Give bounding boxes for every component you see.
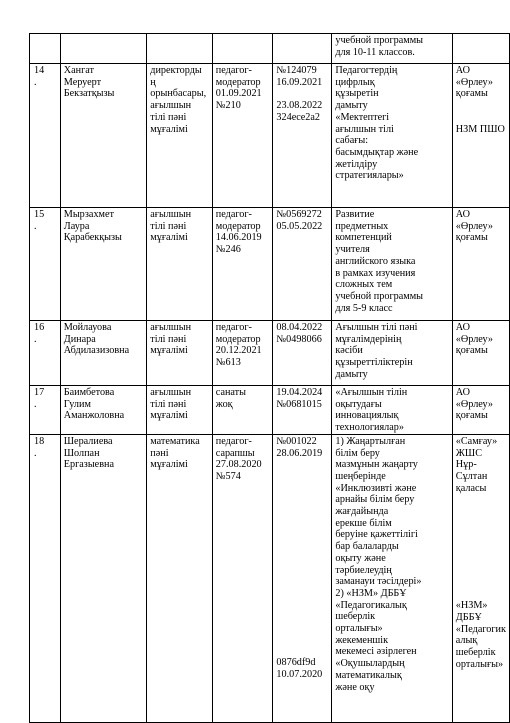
cell-category bbox=[212, 321, 273, 386]
course-line: «Инклюзивті және bbox=[335, 482, 417, 494]
category-line: 27.08.2020 bbox=[215, 459, 262, 471]
organization-line: Нұр- bbox=[455, 459, 477, 471]
organization-line: АО bbox=[455, 209, 471, 220]
cell-course bbox=[332, 34, 452, 64]
cell-num bbox=[30, 208, 61, 321]
course-line: дамыту bbox=[335, 368, 368, 380]
cell-name bbox=[60, 386, 147, 435]
position-line: ағылшын bbox=[150, 100, 192, 112]
certificate-line bbox=[276, 88, 328, 100]
cell-certificate bbox=[273, 64, 332, 208]
cell-certificate bbox=[273, 208, 332, 321]
course-line: цифрлық bbox=[335, 76, 375, 88]
cell-name bbox=[60, 321, 147, 386]
cell-position bbox=[147, 434, 213, 722]
category-line: педагог- bbox=[215, 209, 252, 220]
table-row bbox=[30, 321, 510, 386]
name-line: Мойлауова bbox=[63, 322, 112, 333]
cell-num bbox=[30, 386, 61, 435]
cell-num bbox=[30, 434, 61, 722]
organization-line: «Өрлеу» bbox=[455, 220, 493, 232]
name-line: Хангат bbox=[63, 65, 95, 76]
name-line: Аманжоловна bbox=[63, 410, 125, 422]
course-line: мұғалімдерінің bbox=[335, 333, 402, 345]
category-line: №246 bbox=[215, 244, 241, 256]
course-line: орталығы» bbox=[335, 623, 383, 635]
organization-line: НЗМ ПШО bbox=[455, 123, 505, 135]
organization-line: қаласы bbox=[455, 482, 487, 494]
course-line: басымдықтар және bbox=[335, 146, 419, 158]
certificate-line: 08.04.2022 bbox=[276, 322, 323, 333]
course-line: стратегиялары» bbox=[335, 170, 404, 182]
cell-name bbox=[60, 434, 147, 722]
name-line: Гулим bbox=[63, 398, 91, 410]
cell-position bbox=[147, 34, 213, 64]
cell-course bbox=[332, 434, 452, 722]
course-line: шеңберінде bbox=[335, 470, 386, 482]
course-line: ерекше білім bbox=[335, 517, 392, 529]
table-row bbox=[30, 386, 510, 435]
organization-line: қоғамы bbox=[455, 88, 488, 100]
cell-organization bbox=[452, 208, 509, 321]
position-line: мұғалімі bbox=[150, 345, 188, 357]
position-line: тілі пәні bbox=[150, 398, 187, 410]
category-line: педагог- bbox=[215, 435, 252, 447]
course-line: білім беру bbox=[335, 447, 380, 459]
position-line: ағылшын bbox=[150, 387, 192, 398]
cell-organization bbox=[452, 64, 509, 208]
cell-position bbox=[147, 64, 213, 208]
table-row bbox=[30, 208, 510, 321]
course-line: учителя bbox=[335, 244, 370, 256]
course-line: оқытудағы bbox=[335, 398, 382, 410]
course-line: Педагогтердің bbox=[335, 65, 398, 76]
category-line: сарапшы bbox=[215, 447, 255, 459]
name-line: Бекзатқызы bbox=[63, 88, 115, 100]
name-line: Динара bbox=[63, 333, 96, 345]
position-line: мұғалімі bbox=[150, 459, 188, 471]
category-line: модератор bbox=[215, 220, 261, 232]
cell-position bbox=[147, 386, 213, 435]
row-number: 15 . bbox=[34, 209, 45, 232]
position-line: ағылшын bbox=[150, 322, 192, 333]
cell-category bbox=[212, 386, 273, 435]
row-number: 18 . bbox=[34, 435, 45, 459]
course-line: для 10-11 классов. bbox=[335, 46, 415, 58]
course-line: Развитие bbox=[335, 209, 375, 220]
course-line: кәсіби bbox=[335, 345, 363, 357]
course-line: учебной программы bbox=[335, 35, 423, 46]
cell-organization bbox=[452, 434, 509, 722]
cell-num bbox=[30, 34, 61, 64]
course-line: құзыретін bbox=[335, 88, 379, 100]
course-line: учебной программы bbox=[335, 290, 423, 302]
organization-line: АО bbox=[455, 322, 471, 333]
category-line: №210 bbox=[215, 100, 241, 112]
row-number: 16 . bbox=[34, 322, 45, 345]
name-line: Абдилазизовна bbox=[63, 345, 130, 357]
certificate-line: №0681015 bbox=[276, 398, 322, 410]
name-line: Лаура bbox=[63, 220, 90, 232]
course-line: мазмұнын жаңарту bbox=[335, 459, 418, 471]
category-line: модератор bbox=[215, 333, 261, 345]
position-line: тілі пәні bbox=[150, 220, 187, 232]
course-line: компетенций bbox=[335, 232, 392, 244]
organization-line: «НЗМ» bbox=[455, 600, 488, 612]
organization-line: «Самғау» bbox=[455, 435, 498, 447]
position-line: ң bbox=[150, 76, 156, 88]
table-row bbox=[30, 434, 510, 722]
course-line: в рамках изучения bbox=[335, 267, 416, 279]
course-line: оқыту және bbox=[335, 552, 386, 564]
cell-category bbox=[212, 434, 273, 722]
teachers-table bbox=[29, 33, 510, 723]
category-line: модератор bbox=[215, 76, 261, 88]
cell-course bbox=[332, 64, 452, 208]
certificate-line: 23.08.2022 bbox=[276, 100, 323, 112]
cell-name bbox=[60, 64, 147, 208]
cell-organization bbox=[452, 386, 509, 435]
name-line: Меруерт bbox=[63, 76, 102, 88]
position-line: орынбасары, bbox=[150, 88, 207, 100]
organization-line: «Педагогик bbox=[455, 623, 506, 635]
course-line: құзыреттіліктерін bbox=[335, 357, 413, 369]
course-line: дамыту bbox=[335, 100, 368, 112]
cell-certificate bbox=[273, 34, 332, 64]
category-line: педагог- bbox=[215, 322, 252, 333]
organization-line: ЖШС bbox=[455, 447, 482, 459]
cell-category bbox=[212, 64, 273, 208]
position-line: тілі пәні bbox=[150, 333, 187, 345]
organization-line bbox=[456, 112, 506, 124]
position-line: математика bbox=[150, 435, 200, 447]
position-line: ағылшын bbox=[150, 209, 192, 220]
course-line: для 5-9 класс bbox=[335, 302, 393, 314]
certificate-line: 19.04.2024 bbox=[276, 387, 323, 398]
course-line: жағдайында bbox=[335, 506, 389, 518]
position-line: мұғалімі bbox=[150, 232, 188, 244]
cell-organization bbox=[452, 34, 509, 64]
category-line: 01.09.2021 bbox=[215, 88, 262, 100]
organization-line: алық bbox=[455, 635, 478, 647]
cell-category bbox=[212, 34, 273, 64]
course-line: математикалық bbox=[335, 669, 402, 681]
category-line: 20.12.2021 bbox=[215, 345, 262, 357]
course-line: бар балаларды bbox=[335, 541, 399, 553]
course-line: шеберлік bbox=[335, 611, 376, 623]
course-line: «Педагогикалық bbox=[335, 599, 407, 611]
certificate-line: №0498066 bbox=[276, 333, 322, 345]
organization-line: ДББҰ bbox=[455, 612, 482, 624]
position-line: мұғалімі bbox=[150, 123, 188, 135]
row-number: 17 . bbox=[34, 387, 45, 410]
organization-line: АО bbox=[455, 387, 471, 398]
organization-line: қоғамы bbox=[455, 232, 488, 244]
course-line: тәрбиелеудің bbox=[335, 564, 392, 576]
organization-line: орталығы» bbox=[455, 658, 504, 670]
cell-position bbox=[147, 208, 213, 321]
organization-line: АО bbox=[455, 65, 471, 76]
table-row bbox=[30, 64, 510, 208]
course-line: технологиялар» bbox=[335, 422, 404, 434]
organization-line: қоғамы bbox=[455, 345, 488, 357]
position-line: тілі пәні bbox=[150, 111, 187, 123]
category-line: жоқ bbox=[215, 398, 233, 410]
cell-name bbox=[60, 208, 147, 321]
certificate-line: 0876df9d bbox=[276, 657, 316, 669]
course-line: заманауи тәсілдері» bbox=[335, 576, 422, 588]
category-line: №613 bbox=[215, 357, 241, 369]
course-line: сабағы: bbox=[335, 135, 369, 147]
certificate-line: №0569272 bbox=[276, 209, 322, 220]
cell-organization bbox=[452, 321, 509, 386]
organization-line: «Өрлеу» bbox=[455, 333, 493, 345]
name-line: Мырзахмет bbox=[63, 209, 114, 220]
cell-certificate bbox=[273, 434, 332, 722]
table-row bbox=[30, 34, 510, 64]
cell-course bbox=[332, 386, 452, 435]
cell-position bbox=[147, 321, 213, 386]
certificate-line: 10.07.2020 bbox=[276, 668, 323, 680]
course-line: английского языка bbox=[335, 255, 416, 267]
organization-line: Сұлтан bbox=[455, 470, 488, 482]
course-line: сложных тем bbox=[335, 279, 393, 291]
course-line: «Оқушылардың bbox=[335, 658, 405, 670]
organization-line: қоғамы bbox=[455, 410, 488, 422]
course-line: беруіне қажеттілігі bbox=[335, 529, 418, 541]
certificate-line: 05.05.2022 bbox=[276, 220, 323, 232]
course-line: мекемесі әзірлеген bbox=[335, 646, 417, 658]
category-line: 14.06.2019 bbox=[215, 232, 262, 244]
position-line: мұғалімі bbox=[150, 410, 188, 422]
course-line: предметных bbox=[335, 220, 389, 232]
category-line: педагог- bbox=[215, 65, 252, 76]
certificate-line: 16.09.2021 bbox=[276, 76, 323, 88]
certificate-line: №124079 bbox=[276, 65, 317, 76]
course-line: 2) «НЗМ» ДББҰ bbox=[335, 587, 407, 599]
cell-category bbox=[212, 208, 273, 321]
course-line: ағылшын тілі bbox=[335, 123, 394, 135]
cell-certificate bbox=[273, 321, 332, 386]
course-line: «Ағылшын тілін bbox=[335, 387, 408, 398]
course-line: «Мектептегі bbox=[335, 111, 390, 123]
name-line: Шолпан bbox=[63, 447, 100, 459]
course-line: жетілдіру bbox=[335, 158, 378, 170]
name-line: Баимбетова bbox=[63, 387, 115, 398]
course-line: арнайы білім беру bbox=[335, 494, 415, 506]
position-line: директорды bbox=[150, 65, 202, 76]
cell-course bbox=[332, 321, 452, 386]
certificate-line: 28.06.2019 bbox=[276, 447, 323, 459]
cell-name bbox=[60, 34, 147, 64]
course-line: Ағылшын тілі пәні bbox=[335, 322, 418, 333]
category-line: санаты bbox=[215, 387, 246, 398]
organization-line: «Өрлеу» bbox=[455, 398, 493, 410]
course-line: жекеменшік bbox=[335, 634, 389, 646]
organization-line: шеберлік bbox=[455, 647, 496, 659]
course-line: және оқу bbox=[335, 681, 375, 693]
cell-num bbox=[30, 64, 61, 208]
position-line: пәні bbox=[150, 447, 169, 459]
cell-num bbox=[30, 321, 61, 386]
name-line: Ергазыевна bbox=[63, 459, 114, 471]
certificate-line: 324ece2a2 bbox=[276, 111, 320, 123]
category-line: №574 bbox=[215, 470, 241, 482]
certificate-line: №001022 bbox=[276, 435, 317, 447]
cell-course bbox=[332, 208, 452, 321]
organization-line bbox=[456, 100, 506, 112]
organization-line: «Өрлеу» bbox=[455, 76, 493, 88]
name-line: Шералиева bbox=[63, 435, 113, 447]
name-line: Қарабекқызы bbox=[63, 232, 122, 244]
course-line: 1) Жаңартылған bbox=[335, 435, 406, 447]
row-number: 14 . bbox=[34, 65, 45, 88]
cell-certificate bbox=[273, 386, 332, 435]
course-line: инновациялық bbox=[335, 410, 399, 422]
